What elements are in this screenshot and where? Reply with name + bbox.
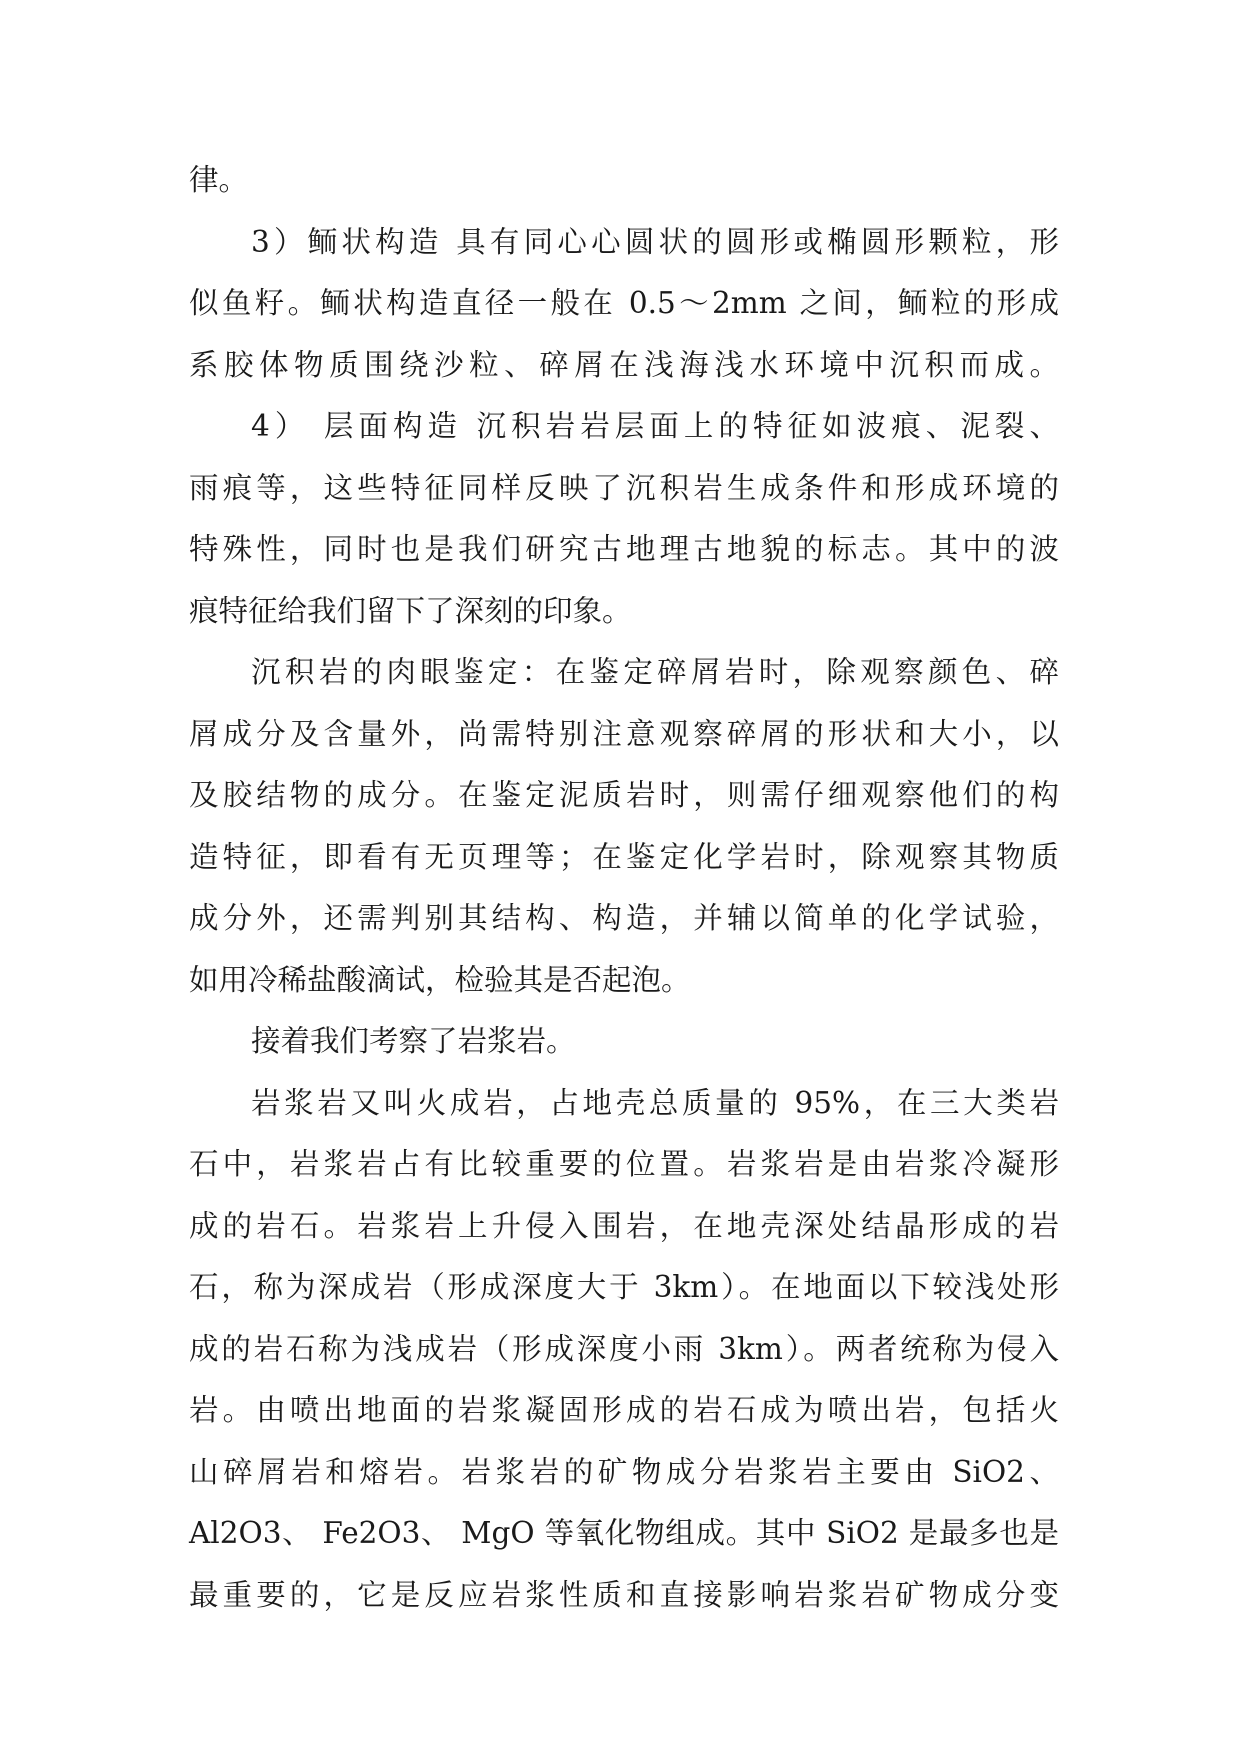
text-line: 似鱼籽。鲕状构造直径一般在 0.5～2mm 之间，鲕粒的形成 xyxy=(189,286,1059,320)
text-line: 如用冷稀盐酸滴试，检验其是否起泡。 xyxy=(189,962,691,997)
text-line: 律。 xyxy=(189,163,249,197)
text-line: 雨痕等，这些特征同样反映了沉积岩生成条件和形成环境的 xyxy=(189,470,1059,505)
text-line: 岩。由喷出地面的岩浆凝固形成的岩石成为喷出岩，包括火 xyxy=(189,1393,1059,1427)
text-line: 4） 层面构造 沉积岩岩层面上的特征如波痕、泥裂、 xyxy=(251,409,1059,443)
text-line: 接着我们考察了岩浆岩。 xyxy=(251,1024,576,1058)
text-line: 石中，岩浆岩占有比较重要的位置。岩浆岩是由岩浆冷凝形 xyxy=(189,1147,1059,1181)
document-page xyxy=(189,150,1059,1626)
text-line: 成分外，还需判别其结构、构造，并辅以简单的化学试验， xyxy=(189,901,1059,935)
text-line: 石，称为深成岩（形成深度大于 3km）。在地面以下较浅处形 xyxy=(189,1270,1059,1304)
text-line: 成的岩石称为浅成岩（形成深度小雨 3km）。两者统称为侵入 xyxy=(189,1331,1059,1366)
text-line: 痕特征给我们留下了深刻的印象。 xyxy=(189,593,632,628)
text-line: 最重要的，它是反应岩浆性质和直接影响岩浆岩矿物成分变 xyxy=(189,1577,1059,1612)
text-line: 山碎屑岩和熔岩。岩浆岩的矿物成分岩浆岩主要由 SiO2、 xyxy=(189,1454,1059,1489)
text-line: 特殊性，同时也是我们研究古地理古地貌的标志。其中的波 xyxy=(189,532,1059,566)
text-line: 及胶结物的成分。在鉴定泥质岩时，则需仔细观察他们的构 xyxy=(189,778,1059,812)
text-line: 岩浆岩又叫火成岩，占地壳总质量的 95%，在三大类岩 xyxy=(251,1085,1059,1120)
text-line: 屑成分及含量外，尚需特别注意观察碎屑的形状和大小，以 xyxy=(189,716,1059,751)
text-line: 成的岩石。岩浆岩上升侵入围岩，在地壳深处结晶形成的岩 xyxy=(189,1208,1059,1243)
text-line: 系胶体物质围绕沙粒、碎屑在浅海浅水环境中沉积而成。 xyxy=(189,347,1059,382)
text-line: 沉积岩的肉眼鉴定：在鉴定碎屑岩时，除观察颜色、碎 xyxy=(251,655,1059,689)
text-line: 3）鲕状构造 具有同心心圆状的圆形或椭圆形颗粒，形 xyxy=(251,224,1059,259)
text-line: Al2O3、 Fe2O3、 MgO 等氧化物组成。其中 SiO2 是最多也是 xyxy=(189,1516,1059,1550)
text-line: 造特征，即看有无页理等；在鉴定化学岩时，除观察其物质 xyxy=(189,839,1059,874)
